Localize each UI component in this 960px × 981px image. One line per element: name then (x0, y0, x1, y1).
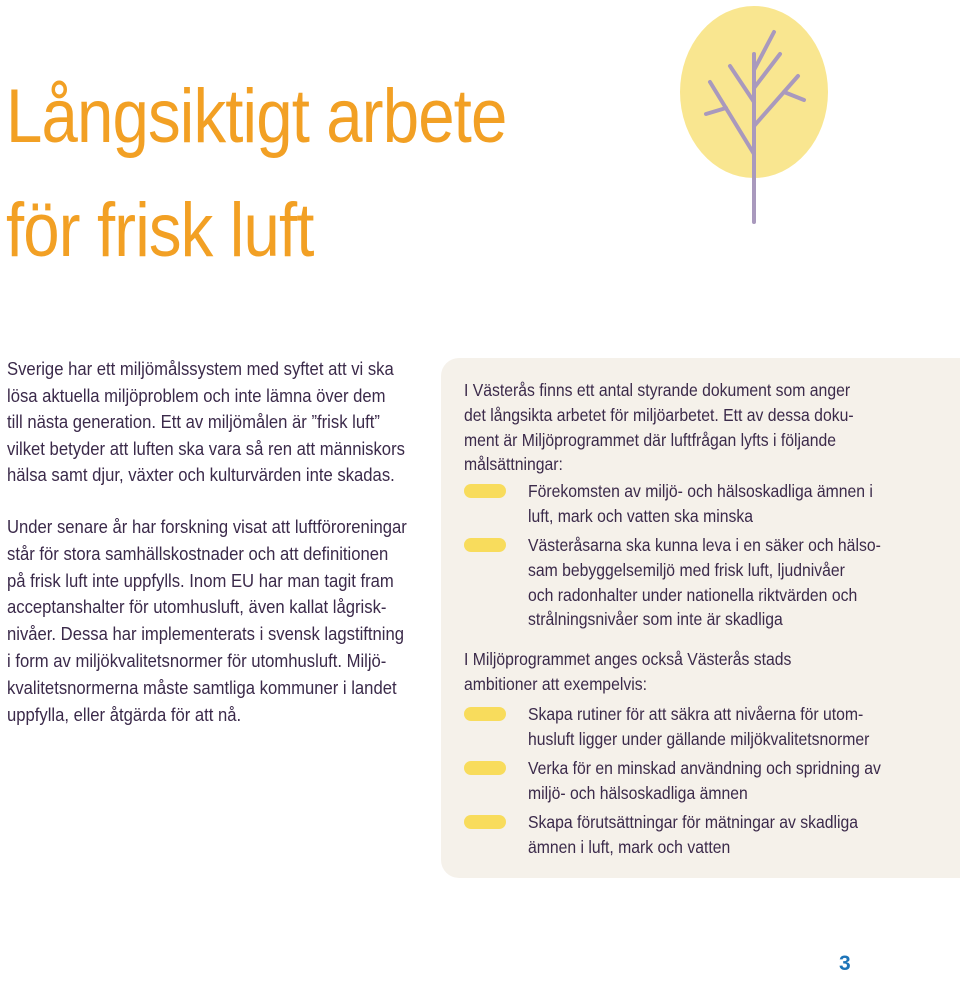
title-line-2: för frisk luft (6, 188, 314, 273)
page-number: 3 (839, 952, 851, 975)
intro-paragraph-text: Sverige har ett miljömålssystem med syftet att vi ska lösa aktuella miljöproblem och inte lämna över dem till nästa generation. Ett av miljömålen är ”frisk luft” vilket betyder att luften ska vara så ren att människors hälsa samt djur, växter och kulturvärden inte skadas. (7, 358, 405, 485)
page-title (6, 60, 506, 288)
bullet-icon (464, 815, 506, 829)
goal-text: Förekomsten av miljö- och hälsoskadliga ämnen i luft, mark och vatten ska minska (528, 481, 873, 526)
tree-icon (676, 4, 832, 226)
bullet-icon (464, 707, 506, 721)
title-line-1: Långsiktigt arbete (6, 74, 507, 159)
intro-paragraph (7, 356, 447, 489)
box-ambitions-heading: I Miljöprogrammet anges också Västerås stads ambitioner att exempelvis: (464, 649, 792, 694)
second-paragraph-text: Under senare år har forskning visat att luftföroreningar står för stora samhällskostnader och att definitionen på frisk luft inte uppfylls. Inom EU har man tagit fram acceptanshalter för utomhusluft, även kallat lågrisk- nivåer. Dessa har implementerats i svensk lagstiftning i form av miljökvalitetsnormer för utomhusluft. Miljö- kvalitetsnormerna måste samtliga kommuner i landet uppfylla, eller åtgärda för att nå. (7, 516, 407, 725)
second-paragraph (7, 514, 447, 728)
bullet-icon (464, 484, 506, 498)
bullet-icon (464, 538, 506, 552)
bullet-icon (464, 761, 506, 775)
ambition-text: Skapa förutsättningar för mätningar av skadliga ämnen i luft, mark och vatten (528, 812, 859, 857)
box-intro-text: I Västerås finns ett antal styrande dokument som anger det långsikta arbetet för miljöarbetet. Ett av dessa doku- ment är Miljöprogrammet där luftfrågan lyfts i följande målsättningar: (464, 380, 854, 475)
ambition-text: Verka för en minskad användning och spridning av miljö- och hälsoskadliga ämnen (528, 758, 881, 803)
ambition-text: Skapa rutiner för att säkra att nivåerna för utom- husluft ligger under gällande miljökvalitetsnormer (528, 704, 870, 749)
goal-text: Västeråsarna ska kunna leva i en säker och hälso- sam bebyggelsemiljö med frisk luft, ljudnivåer och radonhalter under nationella riktvärden och strålningsnivåer som inte är skadliga (528, 535, 881, 630)
